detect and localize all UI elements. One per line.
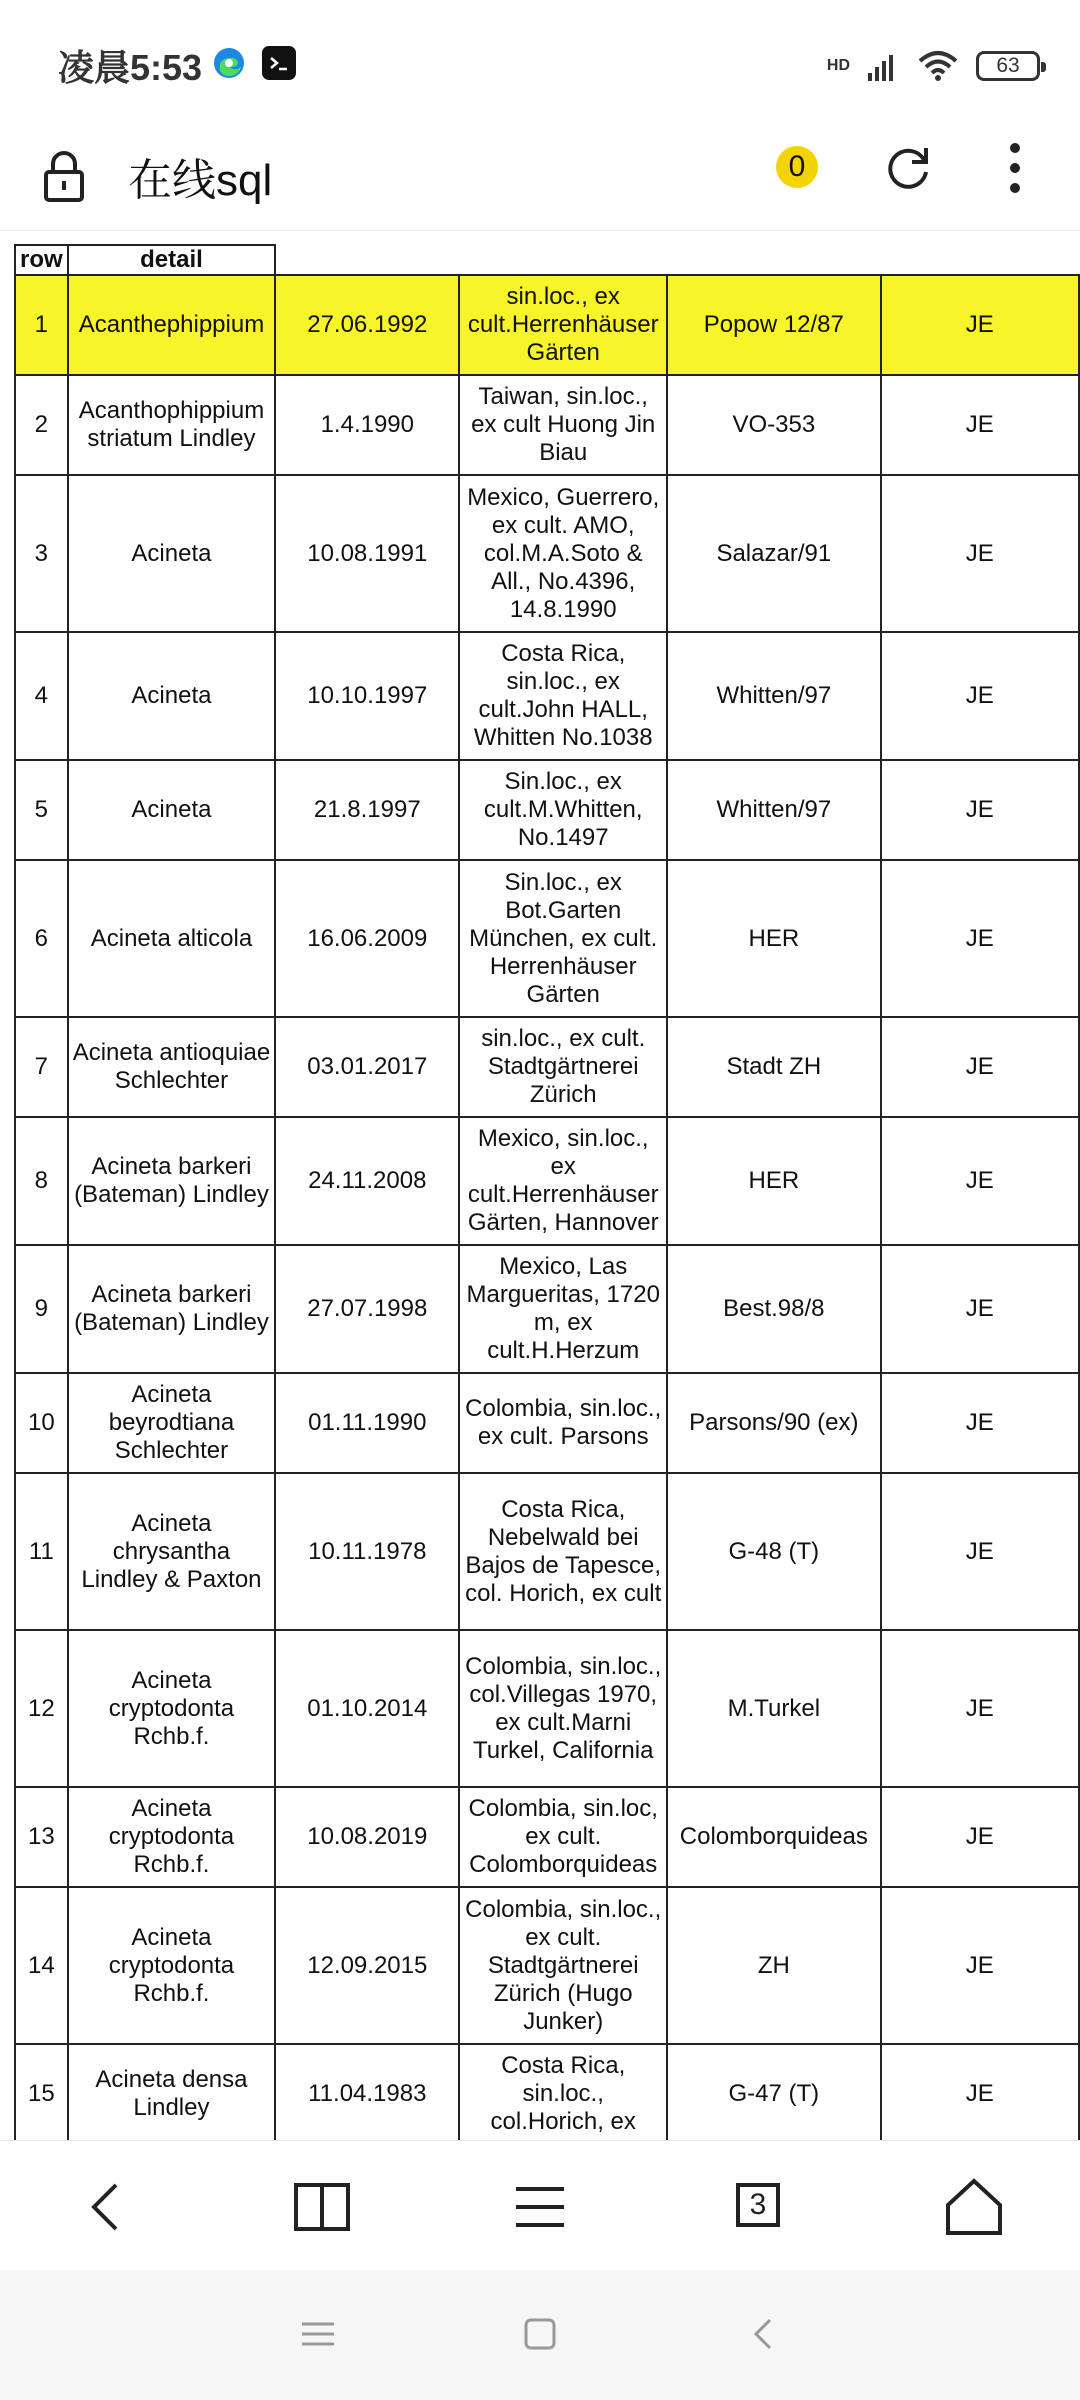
cell-collector: Whitten/97 [667, 632, 880, 760]
cell-collector: G-48 (T) [667, 1473, 880, 1630]
cell-herbarium: JE [881, 475, 1079, 632]
cell-collector: VO-353 [667, 375, 880, 475]
table-row [15, 1630, 1079, 1787]
cell-date: 24.11.2008 [275, 1117, 459, 1245]
cell-date: 10.11.1978 [275, 1473, 459, 1630]
cell-collector: G-47 (T) [667, 2044, 880, 2140]
cell-detail: Acineta [68, 475, 276, 632]
cell-row: 13 [15, 1787, 68, 1887]
signal-icon [866, 49, 900, 83]
cell-detail: Acineta [68, 632, 276, 760]
table-row [15, 375, 1079, 475]
home-icon[interactable] [942, 2175, 1006, 2239]
table-header-row [15, 245, 1079, 275]
cell-location: Taiwan, sin.loc., ex cult Huong Jin Biau [459, 375, 667, 475]
cell-herbarium: JE [881, 1473, 1079, 1630]
cell-row: 5 [15, 760, 68, 860]
table-row [15, 1373, 1079, 1473]
browser-bottom-nav [0, 2140, 1080, 2271]
table-row [15, 860, 1079, 1017]
cell-location: sin.loc., ex cult.Herrenhäuser Gärten [459, 275, 667, 375]
cell-location: Colombia, sin.loc., ex cult. Stadtgärtnerei Zürich (Hugo Junker) [459, 1887, 667, 2044]
cell-collector: HER [667, 1117, 880, 1245]
recent-apps-icon[interactable] [298, 2314, 338, 2354]
cell-date: 10.10.1997 [275, 632, 459, 760]
cell-row: 10 [15, 1373, 68, 1473]
cell-herbarium: JE [881, 375, 1079, 475]
book-icon[interactable] [290, 2175, 354, 2239]
cell-detail: Acineta chrysantha Lindley & Paxton [68, 1473, 276, 1630]
tabs-button[interactable] [728, 2175, 792, 2239]
cell-collector: HER [667, 860, 880, 1017]
header-row: row [15, 245, 68, 275]
cell-date: 11.04.1983 [275, 2044, 459, 2140]
table-row [15, 1117, 1079, 1245]
cell-collector: Stadt ZH [667, 1017, 880, 1117]
cell-collector: Popow 12/87 [667, 275, 880, 375]
cell-detail: Acineta cryptodonta Rchb.f. [68, 1787, 276, 1887]
adblock-badge[interactable]: 0 [776, 146, 818, 188]
back-icon[interactable] [76, 2175, 140, 2239]
cell-collector: Best.98/8 [667, 1245, 880, 1373]
cell-date: 03.01.2017 [275, 1017, 459, 1117]
cell-location: Sin.loc., ex Bot.Garten München, ex cult. Herrenhäuser Gärten [459, 860, 667, 1017]
results-table [14, 244, 1080, 2140]
cell-collector: Colomborquideas [667, 1787, 880, 1887]
cell-detail: Acineta densa Lindley [68, 2044, 276, 2140]
tabs-count: 3 [736, 2183, 780, 2227]
cell-collector: Salazar/91 [667, 475, 880, 632]
cell-detail: Acineta cryptodonta Rchb.f. [68, 1630, 276, 1787]
cell-herbarium: JE [881, 1117, 1079, 1245]
cell-row: 9 [15, 1245, 68, 1373]
cell-date: 27.06.1992 [275, 275, 459, 375]
cell-row: 15 [15, 2044, 68, 2140]
cell-herbarium: JE [881, 1017, 1079, 1117]
cell-row: 6 [15, 860, 68, 1017]
cell-collector: ZH [667, 1887, 880, 2044]
cell-date: 27.07.1998 [275, 1245, 459, 1373]
hd-label: HD [826, 57, 850, 74]
cell-collector: Whitten/97 [667, 760, 880, 860]
table-row [15, 1473, 1079, 1630]
cell-herbarium: JE [881, 1887, 1079, 2044]
web-content[interactable] [0, 232, 1080, 2140]
cell-date: 21.8.1997 [275, 760, 459, 860]
cell-collector: Parsons/90 (ex) [667, 1373, 880, 1473]
cell-herbarium: JE [881, 632, 1079, 760]
cell-detail: Acanthophippium striatum Lindley [68, 375, 276, 475]
cell-location: Costa Rica, Nebelwald bei Bajos de Tapesce, col. Horich, ex cult [459, 1473, 667, 1630]
cell-row: 11 [15, 1473, 68, 1630]
cell-herbarium: JE [881, 1630, 1079, 1787]
wifi-icon [916, 49, 960, 83]
cell-location: Colombia, sin.loc., ex cult. Parsons [459, 1373, 667, 1473]
cell-row: 7 [15, 1017, 68, 1117]
menu-icon[interactable] [508, 2175, 572, 2239]
cell-row: 2 [15, 375, 68, 475]
cell-location: Mexico, Las Margueritas, 1720 m, ex cult.H.Herzum [459, 1245, 667, 1373]
cell-row: 12 [15, 1630, 68, 1787]
cell-herbarium: JE [881, 860, 1079, 1017]
cell-location: Costa Rica, sin.loc., col.Horich, ex [459, 2044, 667, 2140]
battery-indicator: 63 [976, 51, 1040, 81]
cell-row: 14 [15, 1887, 68, 2044]
cell-location: Sin.loc., ex cult.M.Whitten, No.1497 [459, 760, 667, 860]
page-title: 在线sql [128, 156, 273, 205]
header-empty [275, 245, 1079, 275]
cell-location: Costa Rica, sin.loc., ex cult.John HALL, Whitten No.1038 [459, 632, 667, 760]
cell-row: 1 [15, 275, 68, 375]
cell-date: 1.4.1990 [275, 375, 459, 475]
cell-row: 3 [15, 475, 68, 632]
table-row [15, 1887, 1079, 2044]
cell-detail: Acineta barkeri (Bateman) Lindley [68, 1117, 276, 1245]
more-options-icon[interactable] [1000, 138, 1030, 198]
cell-location: Colombia, sin.loc, ex cult. Colomborquideas [459, 1787, 667, 1887]
header-detail: detail [68, 245, 276, 275]
status-indicators [827, 44, 1040, 88]
cell-date: 01.10.2014 [275, 1630, 459, 1787]
table-row [15, 1245, 1079, 1373]
cell-detail: Acineta [68, 760, 276, 860]
cell-detail: Acanthephippium [68, 275, 276, 375]
terminal-app-icon [262, 46, 296, 80]
cell-herbarium: JE [881, 1787, 1079, 1887]
refresh-icon[interactable] [880, 140, 936, 196]
lock-icon[interactable] [42, 148, 86, 204]
cell-detail: Acineta alticola [68, 860, 276, 1017]
cell-detail: Acineta antioquiae Schlechter [68, 1017, 276, 1117]
cell-row: 8 [15, 1117, 68, 1245]
system-home-icon[interactable] [520, 2314, 560, 2354]
cell-date: 10.08.2019 [275, 1787, 459, 1887]
cell-location: Colombia, sin.loc., col.Villegas 1970, ex cult.Marni Turkel, California [459, 1630, 667, 1787]
cell-date: 01.11.1990 [275, 1373, 459, 1473]
edge-browser-icon [212, 46, 246, 80]
cell-herbarium: JE [881, 1245, 1079, 1373]
cell-location: Mexico, Guerrero, ex cult. AMO, col.M.A.Soto & All., No.4396, 14.8.1990 [459, 475, 667, 632]
cell-detail: Acineta barkeri (Bateman) Lindley [68, 1245, 276, 1373]
status-bar [0, 0, 1080, 130]
table-row [15, 760, 1079, 860]
cell-detail: Acineta beyrodtiana Schlechter [68, 1373, 276, 1473]
cell-row: 4 [15, 632, 68, 760]
cell-herbarium: JE [881, 275, 1079, 375]
table-row [15, 632, 1079, 760]
cell-location: Mexico, sin.loc., ex cult.Herrenhäuser Gärten, Hannover [459, 1117, 667, 1245]
system-nav-bar [0, 2270, 1080, 2400]
status-time: 凌晨5:53 [58, 47, 203, 88]
table-row [15, 475, 1079, 632]
cell-herbarium: JE [881, 760, 1079, 860]
cell-date: 10.08.1991 [275, 475, 459, 632]
cell-detail: Acineta cryptodonta Rchb.f. [68, 1887, 276, 2044]
table-row [15, 2044, 1079, 2140]
cell-location: sin.loc., ex cult. Stadtgärtnerei Zürich [459, 1017, 667, 1117]
browser-toolbar [0, 130, 1080, 231]
table-row [15, 1787, 1079, 1887]
table-row [15, 275, 1079, 375]
cell-date: 16.06.2009 [275, 860, 459, 1017]
cell-date: 12.09.2015 [275, 1887, 459, 2044]
cell-herbarium: JE [881, 1373, 1079, 1473]
system-back-icon[interactable] [744, 2314, 784, 2354]
table-row [15, 1017, 1079, 1117]
cell-herbarium: JE [881, 2044, 1079, 2140]
cell-collector: M.Turkel [667, 1630, 880, 1787]
